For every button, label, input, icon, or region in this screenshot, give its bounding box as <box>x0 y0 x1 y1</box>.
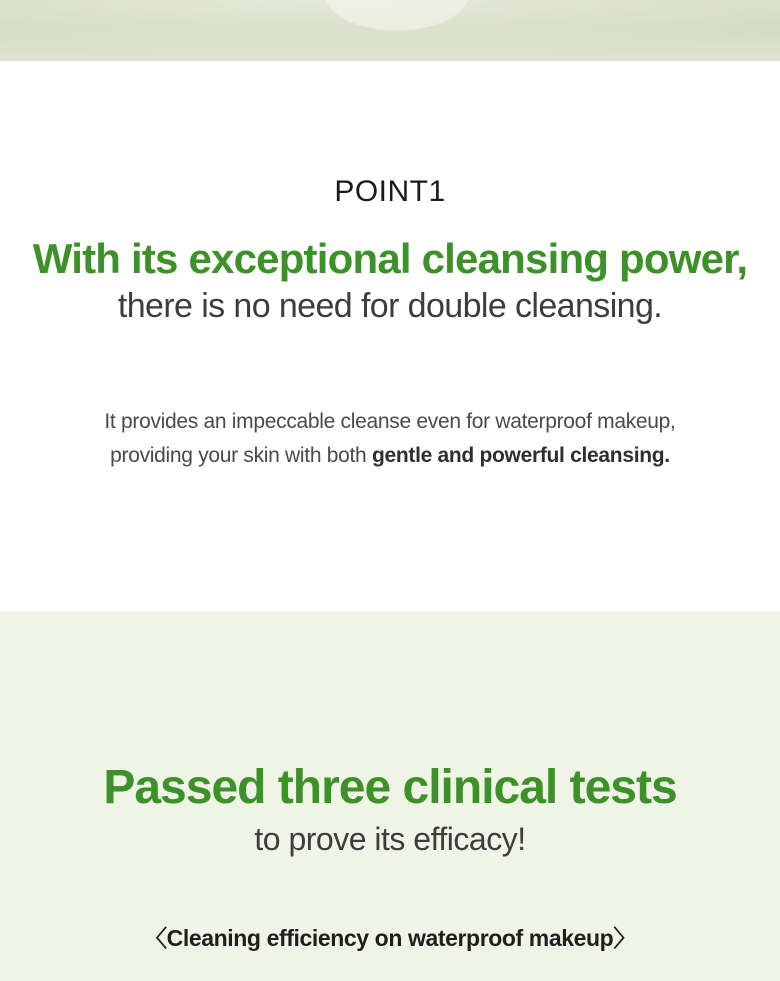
clinical-title: Passed three clinical tests <box>103 761 677 814</box>
point-badge <box>320 174 459 213</box>
point-body-copy <box>0 405 780 473</box>
photo-sheen-overlay <box>0 0 780 61</box>
point-body-line-2-prefix: providing your skin with both <box>110 443 372 467</box>
point-badge-container <box>0 61 780 213</box>
point-body-line-2-strong: gentle and powerful cleansing. <box>371 443 670 467</box>
point-one-section <box>0 61 780 611</box>
point-headline-highlight: With its exceptional cleansing power, <box>32 235 748 282</box>
clinical-tests-section <box>0 611 780 981</box>
point-body-line-1: It provides an impeccable cleanse even for waterproof makeup, <box>104 409 676 433</box>
hero-product-photo <box>0 0 780 61</box>
point-badge-label: POINT1 <box>334 175 446 208</box>
point-body-line-2 <box>0 439 780 473</box>
chart-caption: 〈Cleaning efficiency on waterproof makeup〉 <box>144 925 636 952</box>
point-headline-sub: there is no need for double cleansing. <box>117 287 663 326</box>
clinical-subtitle: to prove its efficacy! <box>254 821 526 858</box>
